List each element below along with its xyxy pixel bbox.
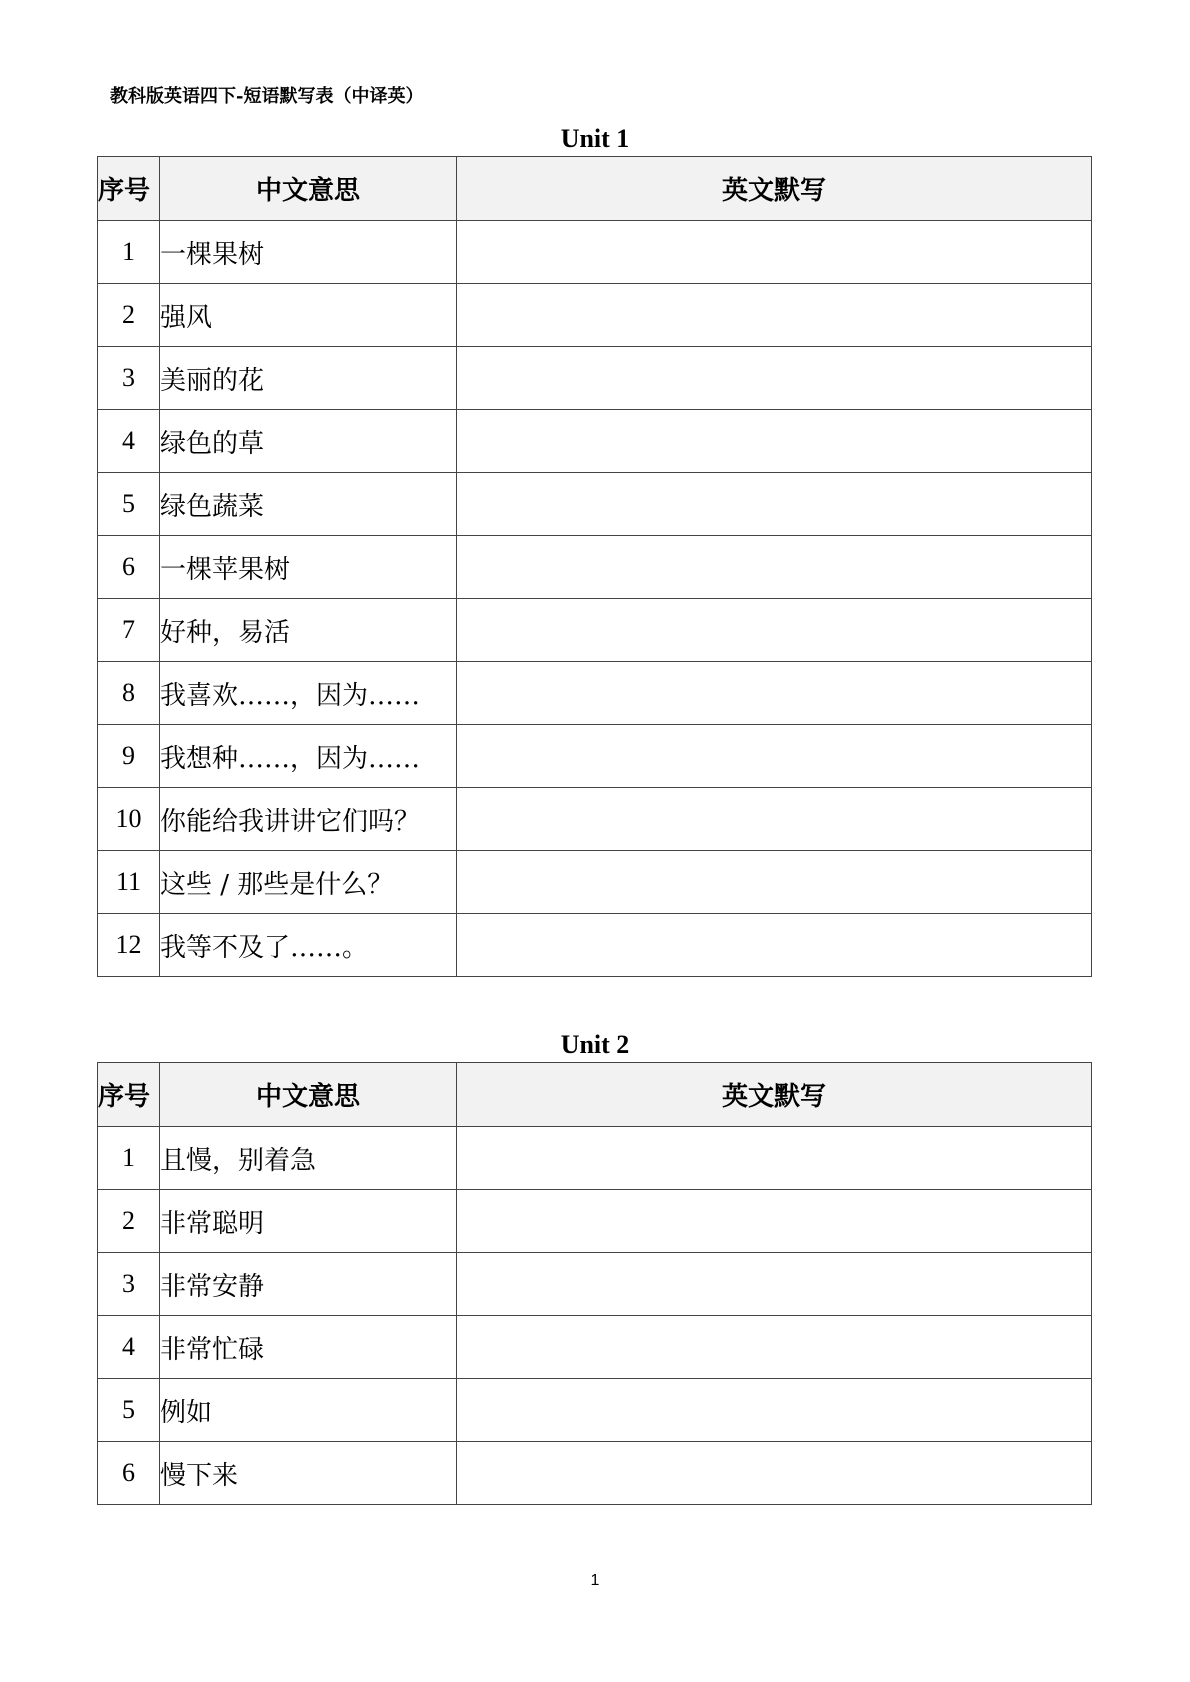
table-row	[98, 1379, 1092, 1442]
table-row	[98, 1190, 1092, 1253]
header-chinese: 中文意思	[160, 1063, 457, 1127]
table-row	[98, 599, 1092, 662]
chinese-phrase: 慢下来	[160, 1442, 457, 1505]
row-number: 7	[98, 599, 160, 662]
table-header-row	[98, 1063, 1092, 1127]
row-number: 3	[98, 1253, 160, 1316]
table-row	[98, 284, 1092, 347]
english-answer-cell[interactable]	[457, 284, 1092, 347]
english-answer-cell[interactable]	[457, 1442, 1092, 1505]
english-answer-cell[interactable]	[457, 851, 1092, 914]
row-number: 5	[98, 1379, 160, 1442]
row-number: 3	[98, 347, 160, 410]
english-answer-cell[interactable]	[457, 788, 1092, 851]
english-answer-cell[interactable]	[457, 536, 1092, 599]
unit-2-table	[97, 1062, 1092, 1505]
row-number: 1	[98, 221, 160, 284]
row-number: 2	[98, 284, 160, 347]
table-row	[98, 1127, 1092, 1190]
chinese-phrase: 我喜欢……，因为……	[160, 662, 457, 725]
header-english: 英文默写	[457, 1063, 1092, 1127]
chinese-phrase: 例如	[160, 1379, 457, 1442]
chinese-phrase: 绿色的草	[160, 410, 457, 473]
row-number: 11	[98, 851, 160, 914]
row-number: 6	[98, 1442, 160, 1505]
row-number: 6	[98, 536, 160, 599]
row-number: 5	[98, 473, 160, 536]
table-row	[98, 788, 1092, 851]
row-number: 4	[98, 1316, 160, 1379]
english-answer-cell[interactable]	[457, 221, 1092, 284]
chinese-phrase: 你能给我讲讲它们吗？	[160, 788, 457, 851]
table-row	[98, 662, 1092, 725]
document-title: 教科版英语四下-短语默写表（中译英）	[110, 86, 424, 107]
chinese-phrase: 非常安静	[160, 1253, 457, 1316]
header-english: 英文默写	[457, 157, 1092, 221]
row-number: 8	[98, 662, 160, 725]
header-chinese: 中文意思	[160, 157, 457, 221]
row-number: 9	[98, 725, 160, 788]
unit-1-title: Unit 1	[560, 124, 630, 153]
english-answer-cell[interactable]	[457, 410, 1092, 473]
chinese-phrase: 一棵苹果树	[160, 536, 457, 599]
chinese-phrase: 美丽的花	[160, 347, 457, 410]
row-number: 12	[98, 914, 160, 977]
table-row	[98, 1316, 1092, 1379]
table-row	[98, 914, 1092, 977]
table-row	[98, 1253, 1092, 1316]
english-answer-cell[interactable]	[457, 1127, 1092, 1190]
chinese-phrase: 强风	[160, 284, 457, 347]
unit-2-title: Unit 2	[560, 1030, 630, 1059]
table-row	[98, 473, 1092, 536]
english-answer-cell[interactable]	[457, 347, 1092, 410]
chinese-phrase: 非常聪明	[160, 1190, 457, 1253]
english-answer-cell[interactable]	[457, 1190, 1092, 1253]
english-answer-cell[interactable]	[457, 725, 1092, 788]
english-answer-cell[interactable]	[457, 662, 1092, 725]
table-row	[98, 725, 1092, 788]
unit-1-table	[97, 156, 1092, 977]
chinese-phrase: 非常忙碌	[160, 1316, 457, 1379]
english-answer-cell[interactable]	[457, 1379, 1092, 1442]
table-row	[98, 1442, 1092, 1505]
english-answer-cell[interactable]	[457, 1316, 1092, 1379]
english-answer-cell[interactable]	[457, 914, 1092, 977]
table-row	[98, 851, 1092, 914]
row-number: 4	[98, 410, 160, 473]
chinese-phrase: 这些 / 那些是什么？	[160, 851, 457, 914]
chinese-phrase: 好种，易活	[160, 599, 457, 662]
chinese-phrase: 一棵果树	[160, 221, 457, 284]
table-row	[98, 410, 1092, 473]
english-answer-cell[interactable]	[457, 599, 1092, 662]
chinese-phrase: 绿色蔬菜	[160, 473, 457, 536]
table-header-row	[98, 157, 1092, 221]
row-number: 10	[98, 788, 160, 851]
english-answer-cell[interactable]	[457, 473, 1092, 536]
row-number: 2	[98, 1190, 160, 1253]
chinese-phrase: 我想种……，因为……	[160, 725, 457, 788]
table-row	[98, 347, 1092, 410]
page-number: 1	[590, 1572, 600, 1589]
table-row	[98, 221, 1092, 284]
english-answer-cell[interactable]	[457, 1253, 1092, 1316]
header-number: 序号	[98, 157, 160, 221]
chinese-phrase: 我等不及了……。	[160, 914, 457, 977]
chinese-phrase: 且慢，别着急	[160, 1127, 457, 1190]
header-number: 序号	[98, 1063, 160, 1127]
row-number: 1	[98, 1127, 160, 1190]
table-row	[98, 536, 1092, 599]
